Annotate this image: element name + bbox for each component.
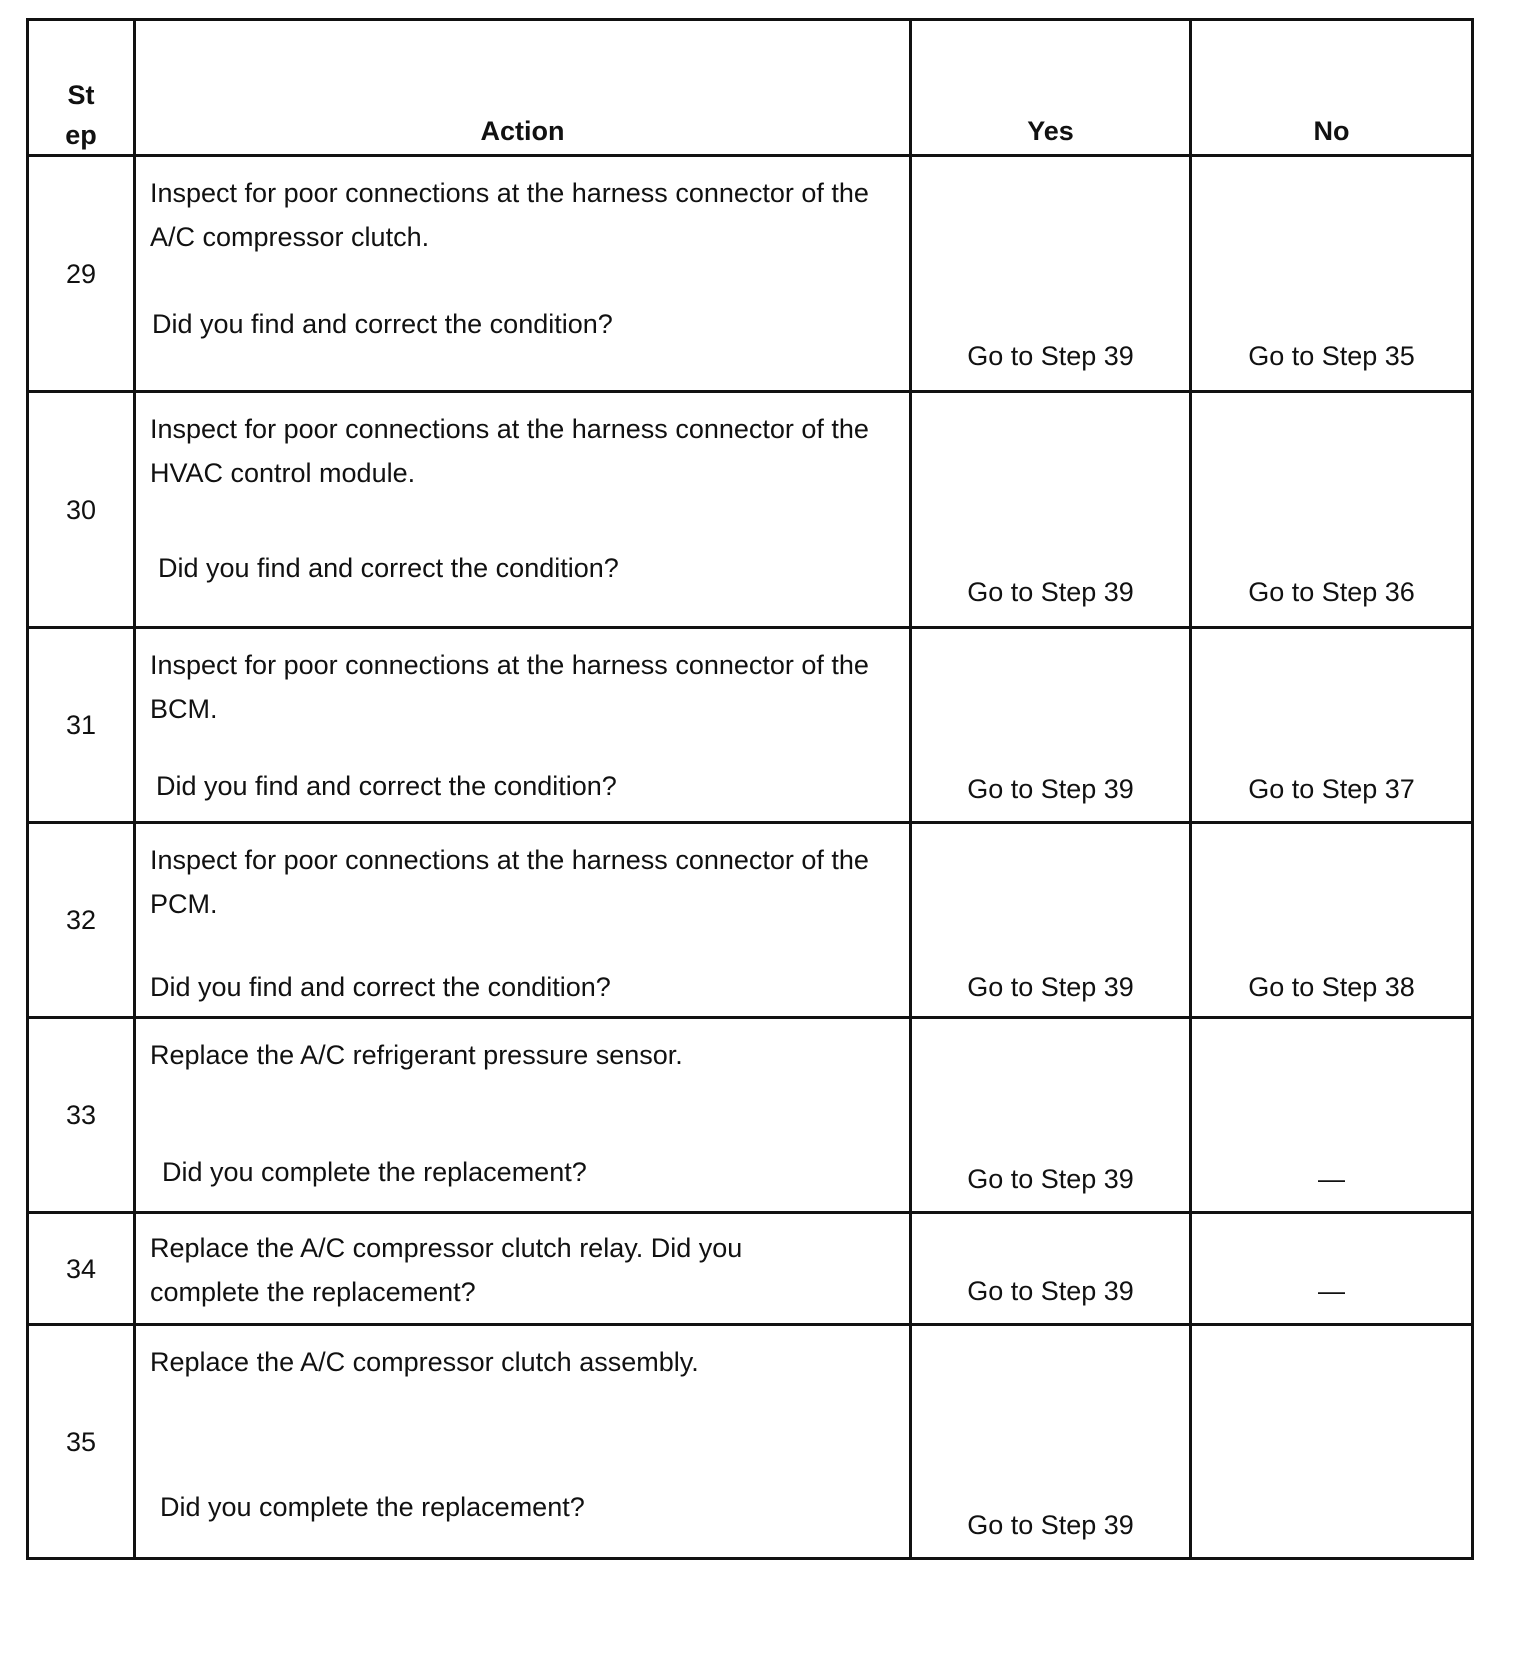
step-cell	[29, 1326, 133, 1557]
table-row	[29, 821, 1471, 1016]
table-row	[29, 1016, 1471, 1211]
action-instruction: Inspect for poor connections at the harness connector of the A/C compressor clutch.	[150, 178, 869, 252]
step-number: 33	[65, 1100, 97, 1130]
table-header-row	[29, 21, 1471, 154]
step-cell	[29, 157, 133, 390]
action-cell	[133, 393, 909, 626]
step-cell	[29, 1214, 133, 1323]
table-row	[29, 390, 1471, 626]
yes-cell	[909, 1326, 1189, 1557]
action-cell	[133, 629, 909, 821]
action-instruction: Inspect for poor connections at the harness connector of the BCM.	[150, 650, 869, 724]
action-instruction: Replace the A/C refrigerant pressure sensor.	[150, 1040, 683, 1070]
action-instruction: Inspect for poor connections at the harness connector of the HVAC control module.	[150, 414, 869, 488]
diagnostic-table	[26, 18, 1474, 1560]
yes-cell	[909, 1214, 1189, 1323]
yes-outcome: Go to Step 39	[967, 577, 1134, 607]
table-row	[29, 1211, 1471, 1323]
step-number: 32	[65, 905, 97, 935]
action-question: Did you complete the replacement?	[160, 1492, 585, 1522]
no-outcome: Go to Step 36	[1248, 577, 1415, 607]
action-question: Did you find and correct the condition?	[152, 309, 613, 339]
step-cell	[29, 824, 133, 1016]
no-outcome: —	[1318, 1276, 1345, 1306]
no-cell	[1189, 629, 1471, 821]
no-cell	[1189, 1326, 1471, 1557]
yes-outcome: Go to Step 39	[967, 1510, 1134, 1540]
step-number: 34	[65, 1253, 97, 1284]
yes-outcome: Go to Step 39	[967, 1164, 1134, 1194]
yes-outcome: Go to Step 39	[967, 341, 1134, 371]
action-question: Did you find and correct the condition?	[158, 553, 619, 583]
no-outcome: —	[1318, 1164, 1345, 1194]
step-cell	[29, 393, 133, 626]
yes-outcome: Go to Step 39	[967, 1276, 1134, 1306]
step-number: 29	[65, 258, 97, 289]
no-cell	[1189, 1019, 1471, 1211]
step-number: 35	[65, 1426, 97, 1457]
header-no: No	[1189, 21, 1471, 155]
step-cell	[29, 629, 133, 821]
table-row	[29, 154, 1471, 390]
action-instruction: Inspect for poor connections at the harness connector of the PCM.	[150, 845, 869, 919]
yes-outcome: Go to Step 39	[967, 774, 1134, 804]
header-step: St ep	[65, 80, 97, 150]
action-instruction: Replace the A/C compressor clutch assembly.	[150, 1347, 699, 1377]
table-row	[29, 626, 1471, 821]
no-cell	[1189, 393, 1471, 626]
yes-cell	[909, 629, 1189, 821]
action-instruction: Replace the A/C compressor clutch relay. Did you complete the replacement?	[150, 1233, 743, 1307]
yes-outcome: Go to Step 39	[967, 972, 1134, 1002]
action-question: Did you find and correct the condition?	[156, 771, 617, 801]
step-cell	[29, 1019, 133, 1211]
no-cell	[1189, 1214, 1471, 1323]
no-outcome: Go to Step 37	[1248, 774, 1415, 804]
action-cell	[133, 824, 909, 1016]
action-cell	[133, 157, 909, 390]
no-cell	[1189, 824, 1471, 1016]
table-row	[29, 1323, 1471, 1557]
header-yes: Yes	[909, 21, 1189, 155]
action-cell	[133, 1214, 909, 1323]
action-cell	[133, 1326, 909, 1557]
no-outcome: Go to Step 35	[1248, 341, 1415, 371]
step-number: 31	[65, 710, 97, 740]
no-cell	[1189, 157, 1471, 390]
step-number: 30	[65, 494, 97, 525]
yes-cell	[909, 1019, 1189, 1211]
yes-cell	[909, 393, 1189, 626]
yes-cell	[909, 157, 1189, 390]
action-question: Did you complete the replacement?	[162, 1157, 587, 1187]
yes-cell	[909, 824, 1189, 1016]
action-cell	[133, 1019, 909, 1211]
header-action: Action	[133, 21, 909, 155]
action-question: Did you find and correct the condition?	[150, 972, 611, 1002]
no-outcome: Go to Step 38	[1248, 972, 1415, 1002]
